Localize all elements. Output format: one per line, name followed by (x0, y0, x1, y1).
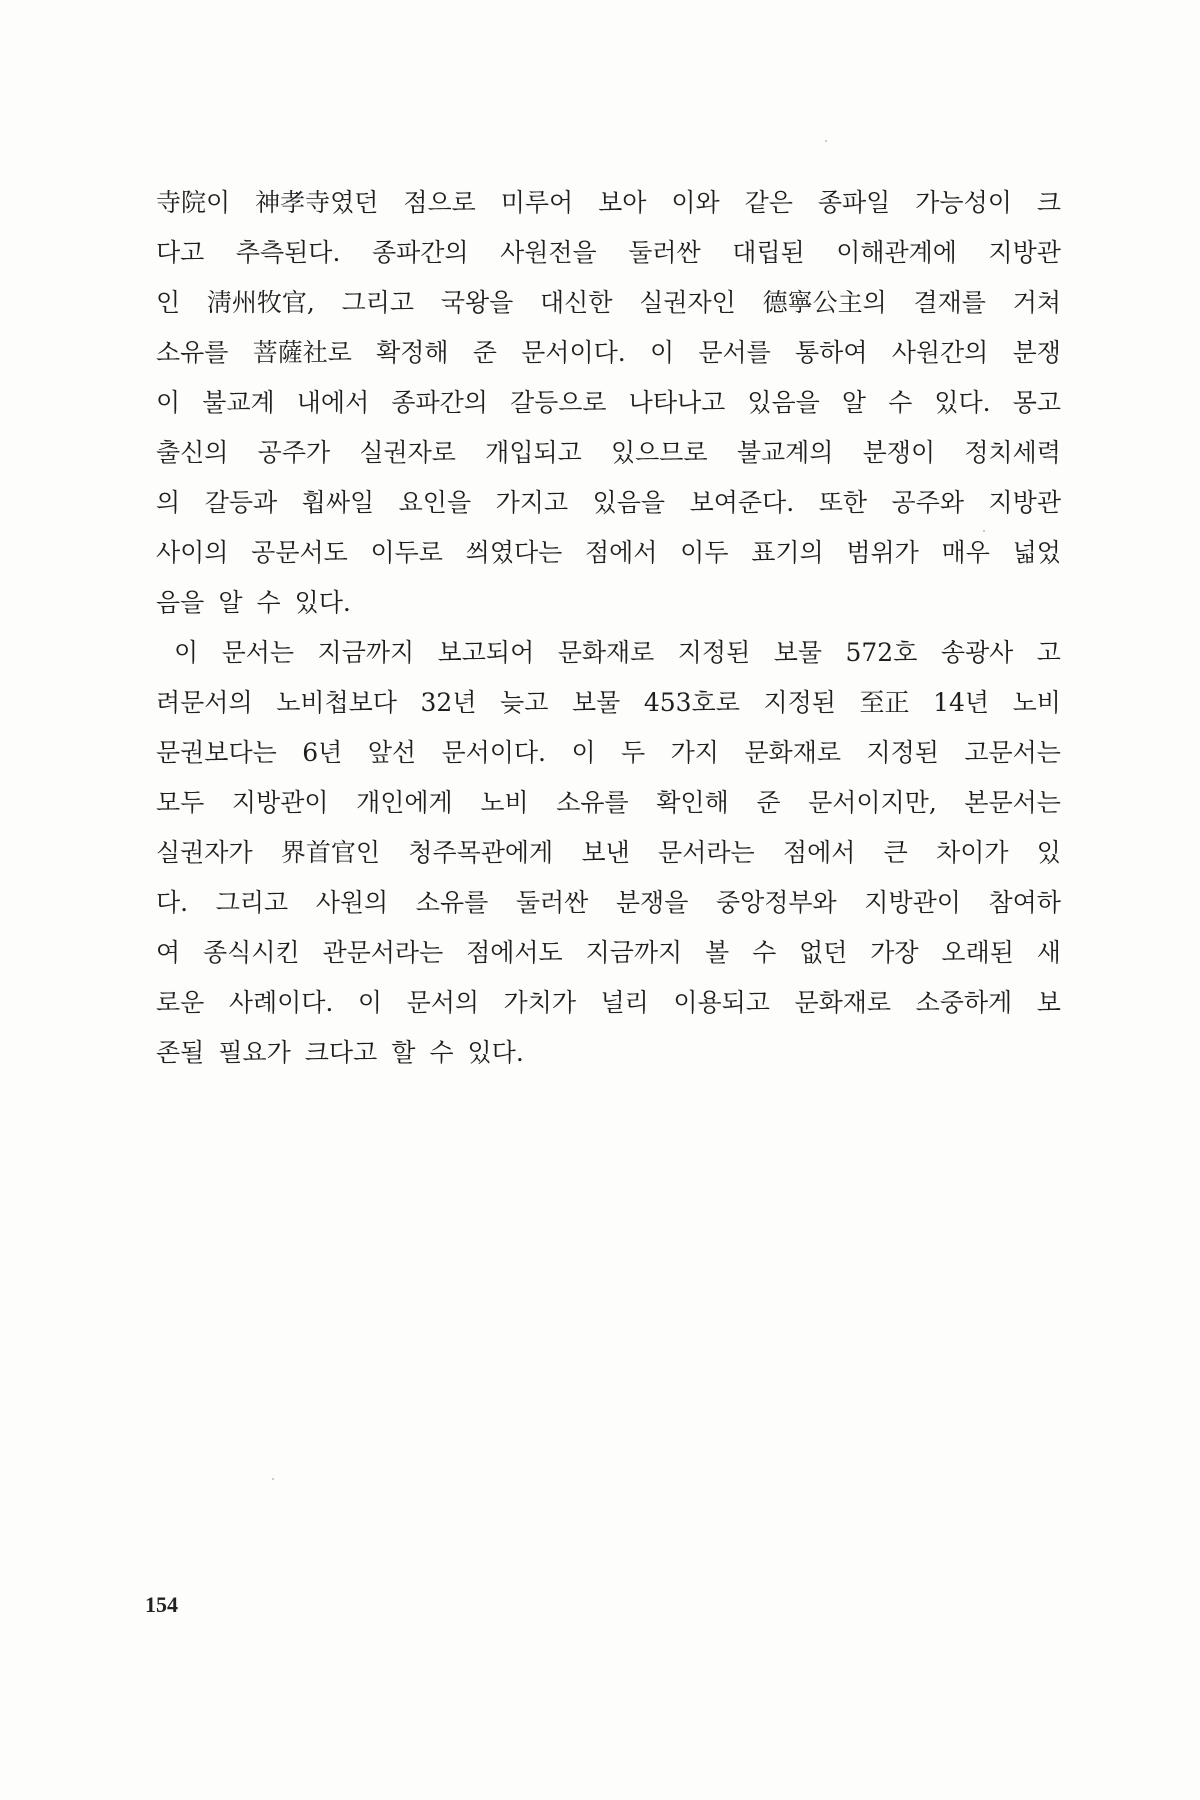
word: 사이의 (156, 538, 229, 567)
word: 수 (429, 1038, 454, 1067)
word: 공주와 (891, 488, 964, 517)
word: 572호 (845, 638, 918, 667)
word: 菩薩社로 (252, 338, 352, 367)
word: 같은 (744, 188, 793, 217)
word: 대신한 (540, 288, 613, 317)
word: 의 (156, 488, 181, 517)
word: 그리고 (341, 288, 415, 317)
text-line (156, 228, 1061, 278)
word: 보아 (598, 188, 647, 217)
text-line (156, 578, 1061, 628)
word: 준 (756, 788, 781, 817)
word: 통하여 (795, 338, 868, 367)
word: 453호로 (643, 688, 740, 717)
word: 본문서는 (964, 788, 1061, 817)
text-line (156, 378, 1061, 428)
paper-speck (272, 1478, 274, 1480)
word: 보낸 (581, 838, 630, 867)
word: 있음을 (747, 388, 820, 417)
word: 소유를 (156, 338, 229, 367)
word: 점에서도 (466, 938, 563, 967)
word: 미루어 (500, 188, 574, 217)
word: 할 (391, 1038, 416, 1067)
word: 지금까지 (585, 938, 683, 967)
word: 이 (156, 388, 181, 417)
word: 불교계의 (736, 438, 834, 467)
word: 대립된 (732, 238, 805, 267)
text-line (156, 628, 1061, 678)
word: 이 (649, 338, 675, 367)
body-text (156, 178, 1061, 1078)
word: 가장 (870, 938, 919, 967)
word: 이두 (680, 538, 729, 567)
word: 있 (1036, 838, 1061, 867)
word: 14년 (933, 688, 990, 717)
word: 청주목관에게 (408, 838, 554, 867)
word: 널리 (600, 988, 649, 1017)
word: 음을 (156, 588, 205, 617)
word: 노비첩보다 (276, 688, 397, 717)
word: 淸州牧官, (206, 288, 315, 317)
text-line (156, 978, 1061, 1028)
word: 개인에게 (356, 788, 453, 817)
paper-speck (825, 140, 827, 142)
word: 지정된 (763, 688, 836, 717)
word: 문서의 (406, 988, 480, 1017)
word: 새 (1036, 938, 1061, 967)
word: 至正 (859, 688, 910, 717)
word: 이와 (671, 188, 720, 217)
word: 이 (357, 988, 383, 1017)
word: 인 (156, 288, 181, 317)
word: 실권자인 (639, 288, 736, 317)
word: 6년 (302, 738, 343, 767)
word: 확정해 (376, 338, 449, 367)
word: 지방관 (988, 488, 1061, 517)
word: 수 (752, 938, 777, 967)
word: 큰 (883, 838, 908, 867)
word: 德寧公主의 (762, 288, 887, 317)
word: 界首官인 (280, 838, 381, 867)
word: 넓었 (1012, 538, 1061, 567)
word: 또한 (818, 488, 868, 517)
word: 실권자로 (359, 438, 456, 467)
page-number: 154 (145, 1592, 178, 1617)
word: 갈등으로 (509, 388, 607, 417)
word: 실권자가 (156, 838, 253, 867)
word: 불교계 (202, 388, 275, 417)
word: 보여준다. (689, 488, 795, 517)
word: 수 (256, 588, 281, 617)
word: 있다. (934, 388, 991, 417)
text-line (156, 878, 1061, 928)
word: 보물 (773, 638, 823, 667)
word: 존될 (156, 1038, 205, 1067)
word: 크 (1036, 188, 1061, 217)
text-line (156, 478, 1061, 528)
word: 매우 (941, 538, 990, 567)
word: 소유를 (415, 888, 489, 917)
word: 공문서도 (251, 538, 348, 567)
word: 수 (888, 388, 913, 417)
word: 노비 (1012, 688, 1061, 717)
word: 분쟁을 (615, 888, 689, 917)
word: 보 (1036, 988, 1061, 1017)
word: 종파간의 (391, 388, 488, 417)
word: 로운 (156, 988, 205, 1017)
word: 알 (218, 588, 243, 617)
word: 알 (841, 388, 867, 417)
word: 지방관 (988, 238, 1061, 267)
word: 려문서의 (156, 688, 253, 717)
word: 지방관이 (231, 788, 329, 817)
word: 관문서라는 (322, 938, 444, 967)
word: 거쳐 (1012, 288, 1061, 317)
word: 神孝寺였던 (255, 188, 379, 217)
text-line (156, 278, 1061, 328)
word: 보물 (571, 688, 621, 717)
word: 문서이다. (521, 338, 626, 367)
word: 사원전을 (500, 238, 597, 267)
word: 있으므로 (611, 438, 708, 467)
word: 보고되어 (437, 638, 535, 667)
word: 여 (156, 938, 181, 967)
word: 가지 (670, 738, 719, 767)
word: 중앙정부와 (715, 888, 837, 917)
word: 분쟁이 (862, 438, 936, 467)
word: 지정된 (866, 738, 939, 767)
word: 이용되고 (673, 988, 770, 1017)
word: 공주가 (257, 438, 331, 467)
text-line (156, 178, 1061, 228)
word: 크다고 (304, 1038, 378, 1067)
text-line (156, 328, 1061, 378)
text-line (156, 928, 1061, 978)
word: 요인을 (398, 488, 472, 517)
word: 문화재로 (794, 988, 892, 1017)
word: 출신의 (156, 438, 229, 467)
word: 있다. (467, 1038, 524, 1067)
word: 문서이다. (441, 738, 547, 767)
word: 준 (472, 338, 497, 367)
word: 송광사 (940, 638, 1014, 667)
word: 차이가 (936, 838, 1009, 867)
word: 있다. (294, 588, 351, 617)
word: 이 (571, 738, 596, 767)
word: 이해관계에 (836, 238, 957, 267)
word: 소유를 (556, 788, 629, 817)
word: 국왕을 (440, 288, 514, 317)
word: 문서는 (221, 638, 295, 667)
word: 씌였다는 (465, 538, 563, 567)
word: 두 (621, 738, 646, 767)
word: 종파간의 (371, 238, 469, 267)
word: 지금까지 (317, 638, 415, 667)
word: 노비 (480, 788, 529, 817)
word: 고 (1036, 638, 1061, 667)
word: 점에서 (585, 538, 658, 567)
word: 범위가 (846, 538, 919, 567)
word: 문화재로 (744, 738, 841, 767)
word: 가지고 (495, 488, 569, 517)
word: 寺院이 (156, 188, 231, 217)
text-line (156, 528, 1061, 578)
text-line (156, 428, 1061, 478)
word: 문서라는 (658, 838, 755, 867)
word: 사원의 (315, 888, 389, 917)
word: 나타나고 (628, 388, 726, 417)
word: 사원간의 (891, 338, 989, 367)
word: 참여하 (988, 888, 1061, 917)
word: 다. (156, 888, 189, 917)
word: 문서이지만, (808, 788, 937, 817)
word: 추측된다. (235, 238, 341, 267)
word: 결재를 (913, 288, 986, 317)
word: 점에서 (782, 838, 856, 867)
word: 이 (174, 638, 199, 667)
word: 가치가 (503, 988, 576, 1017)
word: 고문서는 (964, 738, 1061, 767)
word: 휩싸일 (301, 488, 375, 517)
word: 늦고 (500, 688, 549, 717)
word: 둘러싼 (515, 888, 589, 917)
word: 32년 (420, 688, 477, 717)
word: 오래된 (941, 938, 1014, 967)
word: 없던 (799, 938, 848, 967)
word: 모두 (156, 788, 205, 817)
word: 몽고 (1012, 388, 1061, 417)
word: 지방관이 (864, 888, 961, 917)
word: 이두로 (370, 538, 443, 567)
word: 앞선 (367, 738, 417, 767)
word: 정치세력 (964, 438, 1061, 467)
text-line (156, 728, 1061, 778)
text-line (156, 1028, 1061, 1078)
text-line (156, 778, 1061, 828)
word: 소중하게 (915, 988, 1013, 1017)
word: 점으로 (403, 188, 476, 217)
word: 문권보다는 (156, 738, 277, 767)
word: 개입되고 (485, 438, 582, 467)
word: 사례이다. (228, 988, 334, 1017)
word: 다고 (156, 238, 205, 267)
word: 지정된 (677, 638, 751, 667)
word: 표기의 (751, 538, 824, 567)
text-line (156, 678, 1061, 728)
word: 있음을 (592, 488, 666, 517)
text-line (156, 828, 1061, 878)
word: 종파일 (817, 188, 891, 217)
word: 분쟁 (1012, 338, 1061, 367)
word: 내에서 (296, 388, 370, 417)
word: 종식시킨 (203, 938, 300, 967)
paper-speck (983, 530, 985, 532)
word: 문화재로 (557, 638, 655, 667)
word: 둘러싼 (628, 238, 701, 267)
word: 가능성이 (915, 188, 1012, 217)
word: 문서를 (698, 338, 771, 367)
word: 그리고 (215, 888, 289, 917)
word: 볼 (705, 938, 730, 967)
word: 갈등과 (204, 488, 278, 517)
word: 확인해 (656, 788, 729, 817)
word: 필요가 (218, 1038, 291, 1067)
